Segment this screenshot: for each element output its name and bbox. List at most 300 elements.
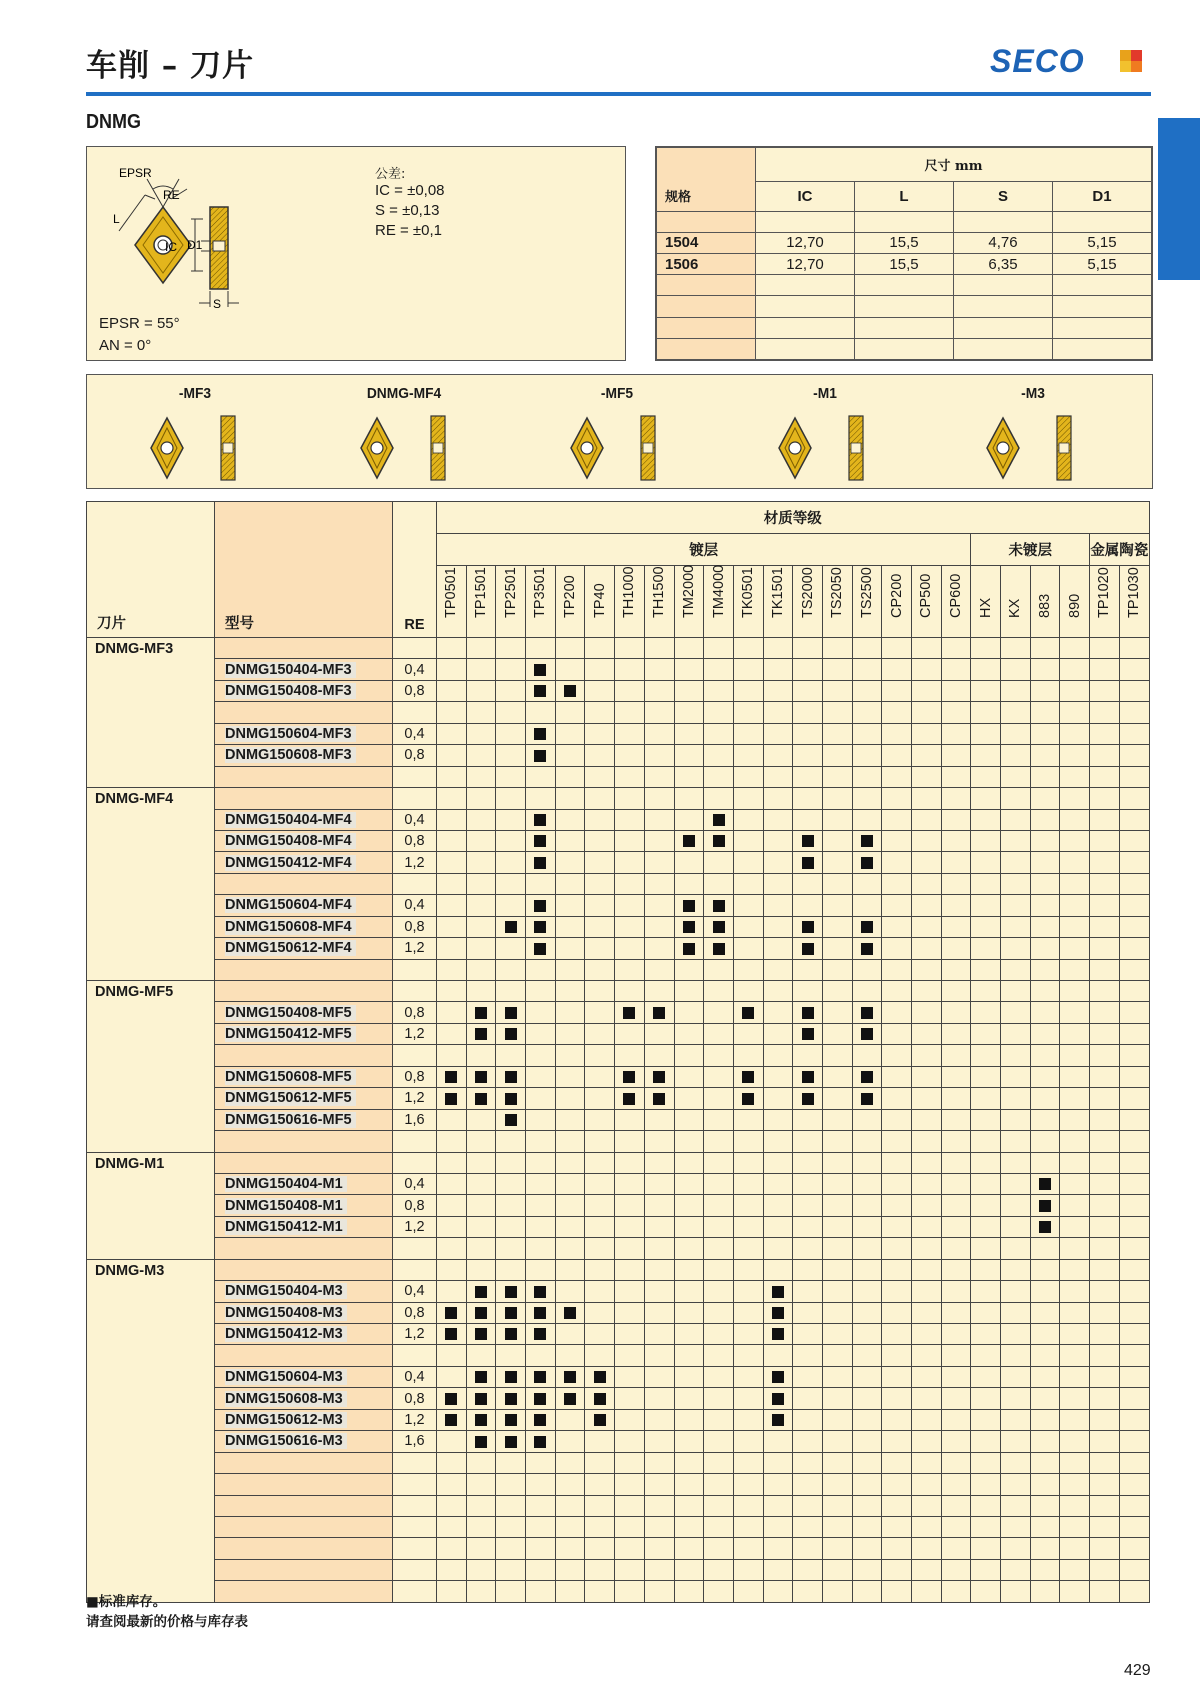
grade-cell <box>1030 916 1060 937</box>
type-cell-empty <box>215 788 393 809</box>
grade-cell <box>1060 1366 1090 1387</box>
grade-cell <box>763 1302 793 1323</box>
grade-cell <box>1001 1538 1031 1559</box>
grade-cell <box>526 1109 556 1130</box>
stock-mark-icon <box>534 835 546 847</box>
grade-cell <box>437 1173 467 1194</box>
stock-mark-icon <box>802 1007 814 1019</box>
grade-cell <box>1001 873 1031 894</box>
grade-cell <box>437 1388 467 1409</box>
stock-mark-icon <box>445 1414 457 1426</box>
grade-cell <box>822 1345 852 1366</box>
stock-mark-icon <box>683 921 695 933</box>
re-value: 0,8 <box>393 1002 437 1023</box>
insert-type-cell <box>215 1495 393 1516</box>
grade-cell <box>1030 659 1060 680</box>
grade-cell <box>941 1302 971 1323</box>
grade-cell <box>1119 1238 1149 1259</box>
grade-cell <box>1060 1195 1090 1216</box>
grade-cell <box>615 1431 645 1452</box>
grade-cell <box>733 1452 763 1473</box>
grade-cell <box>763 1045 793 1066</box>
grade-cell <box>793 1173 823 1194</box>
grade-cell <box>1001 830 1031 851</box>
grade-cell <box>733 1259 763 1280</box>
re-value <box>393 959 437 980</box>
grade-cell <box>793 1002 823 1023</box>
grade-cell <box>674 1066 704 1087</box>
grade-cell <box>763 1474 793 1495</box>
grade-cell <box>674 680 704 701</box>
grade-cell <box>615 1516 645 1537</box>
insert-type-code: DNMG150604-MF3 <box>225 726 356 742</box>
grade-cell <box>882 1495 912 1516</box>
grade-cell <box>644 1452 674 1473</box>
grade-cell <box>644 1238 674 1259</box>
grade-cell <box>733 873 763 894</box>
grade-cell <box>1060 1045 1090 1066</box>
grade-cell <box>555 702 585 723</box>
grade-cell <box>674 959 704 980</box>
grade-cell <box>674 1452 704 1473</box>
grade-cell <box>882 1559 912 1580</box>
insert-type-cell <box>215 1088 393 1109</box>
grade-cell <box>674 788 704 809</box>
grade-cell <box>704 1195 734 1216</box>
grade-cell <box>644 788 674 809</box>
grade-cell <box>763 1409 793 1430</box>
grade-cell <box>852 1023 882 1044</box>
grade-cell <box>941 895 971 916</box>
grade-cell <box>1090 1324 1120 1345</box>
grade-cell <box>1060 1259 1090 1280</box>
grade-cell <box>496 745 526 766</box>
stock-mark-icon <box>505 1371 517 1383</box>
grade-cell <box>526 1474 556 1495</box>
logo-mark-icon <box>1120 50 1142 72</box>
grade-cell <box>882 959 912 980</box>
stock-mark-icon <box>623 1093 635 1105</box>
grade-cell <box>466 938 496 959</box>
grade-cell <box>971 723 1001 744</box>
re-value: 0,8 <box>393 916 437 937</box>
grade-cell <box>704 1131 734 1152</box>
table-row <box>87 1238 1150 1259</box>
grade-cell <box>941 680 971 701</box>
grade-cell <box>763 1452 793 1473</box>
grade-column-header <box>763 566 793 638</box>
stock-mark-icon <box>594 1393 606 1405</box>
grade-name: TH1000 <box>621 566 638 618</box>
grade-cell <box>793 1366 823 1387</box>
grade-cell <box>941 1345 971 1366</box>
grade-cell <box>763 1023 793 1044</box>
insert-type-cell <box>215 1324 393 1345</box>
grade-cell <box>496 1495 526 1516</box>
grade-cell <box>882 809 912 830</box>
stock-mark-icon <box>534 1414 546 1426</box>
grade-cell <box>852 1066 882 1087</box>
grade-cell <box>466 1002 496 1023</box>
grade-cell <box>437 1559 467 1580</box>
grade-cell <box>822 830 852 851</box>
grade-cell <box>704 1409 734 1430</box>
grade-cell <box>763 1281 793 1302</box>
grade-cell <box>822 788 852 809</box>
grade-cell <box>852 1238 882 1259</box>
grade-cell <box>733 1002 763 1023</box>
grade-cell <box>466 1559 496 1580</box>
grade-cell <box>644 1045 674 1066</box>
table-row <box>87 1538 1150 1559</box>
grade-cell <box>1090 981 1120 1002</box>
grade-cell <box>585 873 615 894</box>
grade-cell <box>941 723 971 744</box>
re-value: 0,8 <box>393 1388 437 1409</box>
grade-cell <box>466 852 496 873</box>
grade-cell <box>912 1238 942 1259</box>
grade-cell <box>733 1173 763 1194</box>
grade-cell <box>882 1324 912 1345</box>
grade-cell <box>852 745 882 766</box>
insert-group-label: DNMG-MF3 <box>87 638 215 788</box>
grade-cell <box>615 938 645 959</box>
grade-cell <box>644 1023 674 1044</box>
grade-cell <box>437 1259 467 1280</box>
stock-mark-icon <box>505 1007 517 1019</box>
grade-cell <box>971 916 1001 937</box>
grade-cell <box>1001 1066 1031 1087</box>
grade-cell <box>585 1324 615 1345</box>
grade-cell <box>704 1345 734 1366</box>
grade-cell <box>496 1388 526 1409</box>
grade-cell <box>466 916 496 937</box>
grade-cell <box>704 638 734 659</box>
grade-cell <box>1090 766 1120 787</box>
re-value: 1,6 <box>393 1109 437 1130</box>
grade-cell <box>437 895 467 916</box>
grade-cell <box>763 830 793 851</box>
grade-cell <box>466 1216 496 1237</box>
grade-cell <box>674 1324 704 1345</box>
grade-cell <box>466 1131 496 1152</box>
grade-cell <box>1001 1281 1031 1302</box>
grade-cell <box>912 723 942 744</box>
grade-cell <box>763 809 793 830</box>
grade-cell <box>704 852 734 873</box>
grade-cell <box>1090 1409 1120 1430</box>
re-cell-empty <box>393 1259 437 1280</box>
table-row <box>87 745 1150 766</box>
grade-cell <box>733 809 763 830</box>
grade-cell <box>555 659 585 680</box>
grade-cell <box>526 873 556 894</box>
grade-cell <box>793 852 823 873</box>
insert-type-cell <box>215 1581 393 1602</box>
grade-cell <box>674 1302 704 1323</box>
grade-cell <box>644 702 674 723</box>
grade-cell <box>704 788 734 809</box>
grade-cell <box>496 702 526 723</box>
grade-cell <box>615 1366 645 1387</box>
grade-cell <box>793 1452 823 1473</box>
stock-mark-icon <box>475 1371 487 1383</box>
grade-cell <box>1090 1088 1120 1109</box>
stock-mark-icon <box>534 750 546 762</box>
stock-mark-icon <box>445 1307 457 1319</box>
grade-cell <box>941 1045 971 1066</box>
grade-cell <box>674 1173 704 1194</box>
grade-cell <box>644 830 674 851</box>
stock-mark-icon <box>564 1371 576 1383</box>
grade-cell <box>912 659 942 680</box>
grade-cell <box>763 1324 793 1345</box>
grade-cell <box>852 1216 882 1237</box>
table-row <box>87 1002 1150 1023</box>
grade-cell <box>793 1345 823 1366</box>
grade-cell <box>1119 788 1149 809</box>
grade-cell <box>1030 873 1060 894</box>
grade-cell <box>1001 959 1031 980</box>
grade-cell <box>1060 638 1090 659</box>
grade-cell <box>526 1216 556 1237</box>
grade-cell <box>674 745 704 766</box>
stock-mark-icon <box>445 1393 457 1405</box>
grade-cell <box>674 1345 704 1366</box>
grade-cell <box>615 959 645 980</box>
stock-mark-icon <box>534 1436 546 1448</box>
grade-cell <box>852 702 882 723</box>
grade-cell <box>496 1045 526 1066</box>
grade-cell <box>941 1495 971 1516</box>
grade-cell <box>1060 1559 1090 1580</box>
grade-cell <box>822 1088 852 1109</box>
grade-cell <box>496 1538 526 1559</box>
grade-cell <box>1119 702 1149 723</box>
grade-cell <box>644 1302 674 1323</box>
grade-cell <box>496 723 526 744</box>
grade-cell <box>763 1066 793 1087</box>
grade-cell <box>822 1238 852 1259</box>
grade-cell <box>763 1002 793 1023</box>
grade-cell <box>1119 1173 1149 1194</box>
grade-cell <box>852 1409 882 1430</box>
grade-cell <box>1119 723 1149 744</box>
stock-mark-icon <box>505 921 517 933</box>
insert-type-code: DNMG150408-M1 <box>225 1198 347 1214</box>
grade-cell <box>644 1066 674 1087</box>
grade-cell <box>793 981 823 1002</box>
grade-cell <box>822 1516 852 1537</box>
grade-cell <box>526 1516 556 1537</box>
grade-cell <box>971 1366 1001 1387</box>
grade-cell <box>763 680 793 701</box>
grade-cell <box>882 1581 912 1602</box>
grade-cell <box>585 916 615 937</box>
dim-cell: 5,15 <box>1053 253 1152 274</box>
grade-cell <box>941 1216 971 1237</box>
grade-cell <box>971 1023 1001 1044</box>
grade-cell <box>822 1302 852 1323</box>
grade-cell <box>555 959 585 980</box>
grade-cell <box>644 1388 674 1409</box>
grade-cell <box>437 1345 467 1366</box>
grade-cell <box>733 1495 763 1516</box>
grade-cell <box>704 1066 734 1087</box>
grade-cell <box>1001 745 1031 766</box>
grade-cell <box>1060 1173 1090 1194</box>
table-row <box>87 895 1150 916</box>
grade-cell <box>585 723 615 744</box>
grade-cell <box>1090 1431 1120 1452</box>
grade-cell <box>971 1238 1001 1259</box>
grade-cell <box>437 1045 467 1066</box>
insert-type-code: DNMG150408-MF3 <box>225 683 356 699</box>
grade-cell <box>526 959 556 980</box>
grade-cell <box>526 1045 556 1066</box>
grade-cell <box>941 1281 971 1302</box>
grade-cell <box>912 916 942 937</box>
grade-cell <box>615 1173 645 1194</box>
grade-cell <box>585 1195 615 1216</box>
grade-cell <box>1060 1238 1090 1259</box>
grade-cell <box>941 1259 971 1280</box>
grade-cell <box>466 959 496 980</box>
grade-cell <box>852 938 882 959</box>
stock-mark-icon <box>564 685 576 697</box>
grade-cell <box>852 959 882 980</box>
grade-cell <box>1060 1088 1090 1109</box>
grade-cell <box>1119 1281 1149 1302</box>
grade-cell <box>1030 1538 1060 1559</box>
grade-cell <box>437 1538 467 1559</box>
grade-cell <box>555 1216 585 1237</box>
grade-cell <box>437 830 467 851</box>
grade-cell <box>1001 1131 1031 1152</box>
grade-cell <box>555 1409 585 1430</box>
grade-cell <box>466 1409 496 1430</box>
grade-cell <box>585 788 615 809</box>
grade-cell <box>615 830 645 851</box>
grade-cell <box>585 766 615 787</box>
grade-cell <box>882 1109 912 1130</box>
grade-cell <box>763 1195 793 1216</box>
stock-mark-icon <box>475 1093 487 1105</box>
stock-mark-icon <box>505 1328 517 1340</box>
grade-cell <box>496 1431 526 1452</box>
grade-cell <box>912 830 942 851</box>
stock-mark-icon <box>653 1071 665 1083</box>
stock-mark-icon <box>475 1393 487 1405</box>
grade-cell <box>793 1088 823 1109</box>
re-value: 1,2 <box>393 1409 437 1430</box>
grade-cell <box>555 1495 585 1516</box>
grade-cell <box>763 1431 793 1452</box>
grade-cell <box>941 1581 971 1602</box>
grade-cell <box>733 916 763 937</box>
grade-cell <box>1060 959 1090 980</box>
grade-cell <box>496 959 526 980</box>
grade-cell <box>1119 1002 1149 1023</box>
grade-cell <box>615 1195 645 1216</box>
coated-header: 镀层 <box>437 534 971 566</box>
grade-cell <box>822 659 852 680</box>
grade-cell <box>1060 830 1090 851</box>
grade-cell <box>822 1559 852 1580</box>
grade-cell <box>555 1066 585 1087</box>
grade-cell <box>704 1152 734 1173</box>
grade-cell <box>437 1023 467 1044</box>
grade-cell <box>466 830 496 851</box>
grade-cell <box>912 1388 942 1409</box>
grade-cell <box>941 1195 971 1216</box>
grade-cell <box>644 916 674 937</box>
grade-cell <box>704 702 734 723</box>
grade-cell <box>585 702 615 723</box>
grade-name: TP2501 <box>502 567 519 618</box>
grade-cell <box>704 680 734 701</box>
grade-cell <box>882 680 912 701</box>
grade-cell <box>733 1066 763 1087</box>
grade-cell <box>674 1516 704 1537</box>
grade-cell <box>674 1388 704 1409</box>
grade-cell <box>555 1131 585 1152</box>
re-value: 0,8 <box>393 680 437 701</box>
grade-cell <box>496 788 526 809</box>
grade-cell <box>733 1152 763 1173</box>
grade-cell <box>466 1495 496 1516</box>
grade-cell <box>763 1366 793 1387</box>
grade-cell <box>585 1173 615 1194</box>
grade-cell <box>437 981 467 1002</box>
grade-cell <box>971 1559 1001 1580</box>
grade-cell <box>1060 702 1090 723</box>
re-value: 1,2 <box>393 1216 437 1237</box>
grade-cell <box>733 1516 763 1537</box>
grade-cell <box>941 745 971 766</box>
re-value <box>393 1345 437 1366</box>
table-row <box>87 1452 1150 1473</box>
grade-cell <box>555 1366 585 1387</box>
grade-cell <box>674 1538 704 1559</box>
grade-cell <box>437 938 467 959</box>
grade-cell <box>1119 766 1149 787</box>
grade-cell <box>793 745 823 766</box>
grade-column-header <box>1090 566 1120 638</box>
grade-cell <box>1030 1409 1060 1430</box>
insert-type-code: DNMG150404-MF3 <box>225 662 356 678</box>
grade-cell <box>1119 959 1149 980</box>
grade-cell <box>1090 1066 1120 1087</box>
grade-cell <box>496 1238 526 1259</box>
grade-cell <box>704 1581 734 1602</box>
stock-mark-icon <box>475 1071 487 1083</box>
grade-cell <box>852 1581 882 1602</box>
grade-cell <box>971 981 1001 1002</box>
grade-cell <box>822 1195 852 1216</box>
grade-cell <box>971 1538 1001 1559</box>
stock-mark-icon <box>505 1414 517 1426</box>
grade-cell <box>496 1195 526 1216</box>
grade-cell <box>437 852 467 873</box>
table-row <box>87 1216 1150 1237</box>
grade-cell <box>852 852 882 873</box>
stock-mark-icon <box>861 1007 873 1019</box>
grade-cell <box>793 916 823 937</box>
grade-column-header <box>1001 566 1031 638</box>
title-rule <box>86 92 1151 96</box>
grade-cell <box>555 938 585 959</box>
